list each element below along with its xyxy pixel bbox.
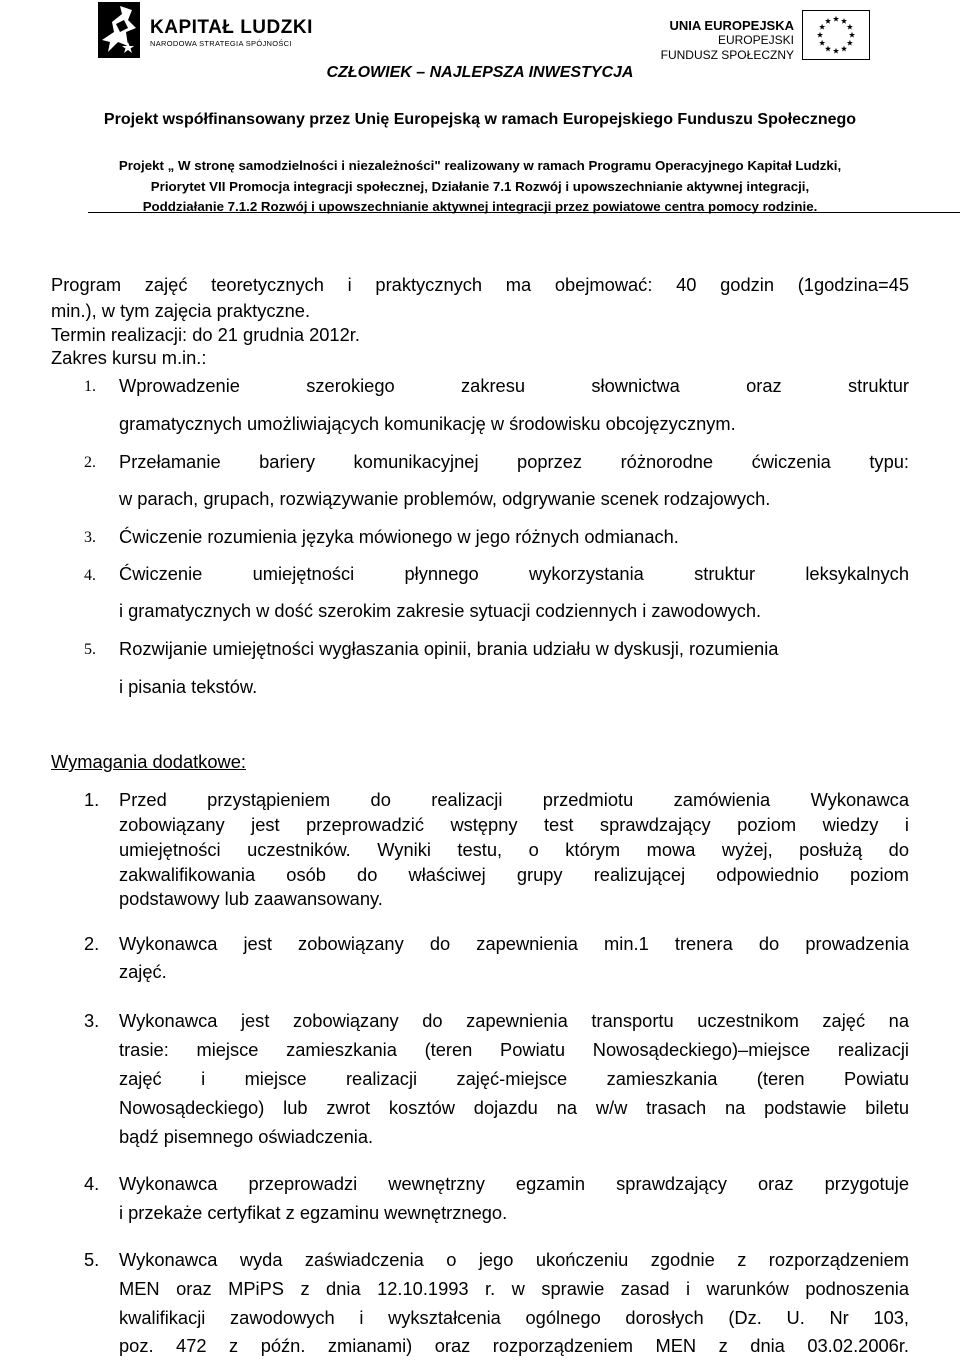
- requirement-number: 1.: [84, 789, 100, 810]
- requirement-line: zobowiązany jest przeprowadzić wstępny test sprawdzający poziom wiedzy i: [119, 814, 909, 835]
- requirement-line: zakwalifikowania osób do właściwej grupy realizującej odpowiednio poziom: [119, 864, 909, 885]
- requirement-line: Wykonawca jest zobowiązany do zapewnienia transportu uczestnikom zajęć na: [119, 1010, 909, 1031]
- eu-flag-icon: [802, 10, 870, 60]
- requirement-line: Przed przystąpieniem do realizacji przedmiotu zamówienia Wykonawca: [119, 789, 909, 810]
- scope-item-number: 3.: [84, 529, 96, 546]
- kapital-ludzki-logo: [98, 2, 313, 58]
- requirement-line: Wykonawca jest zobowiązany do zapewnienia min.1 trenera do prowadzenia: [119, 933, 909, 954]
- kapital-ludzki-title: KAPITAŁ LUDZKI: [150, 17, 313, 38]
- intro-line: Termin realizacji: do 21 grudnia 2012r.: [51, 324, 360, 345]
- requirement-line: Wykonawca przeprowadzi wewnętrzny egzamin sprawdzający oraz przygotuje: [119, 1173, 909, 1194]
- eu-logo-text: [661, 18, 794, 63]
- scope-item-line: Wprowadzenie szerokiego zakresu słownictwa oraz struktur: [119, 375, 909, 396]
- eu-logo-line1: UNIA EUROPEJSKA: [669, 18, 794, 33]
- requirement-line: poz. 472 z późn. zmianami) oraz rozporządzeniem MEN z dnia 03.02.2006r.: [119, 1335, 909, 1356]
- kapital-ludzki-subtitle: NARODOWA STRATEGIA SPÓJNOŚCI: [150, 39, 292, 48]
- requirements-heading: Wymagania dodatkowe:: [51, 751, 246, 772]
- scope-item-line: Ćwiczenie rozumienia języka mówionego w jego różnych odmianach.: [119, 526, 679, 547]
- scope-item-number: 1.: [84, 378, 96, 395]
- scope-item-line: i gramatycznych w dość szerokim zakresie sytuacji codziennych i zawodowych.: [119, 600, 762, 621]
- requirement-line: trasie: miejsce zamieszkania (teren Powiatu Nowosądeckiego)–miejsce realizacji: [119, 1039, 909, 1060]
- scope-item-line: w parach, grupach, rozwiązywanie problemów, odgrywanie scenek rodzajowych.: [119, 488, 771, 509]
- scope-item-line: gramatycznych umożliwiających komunikację w środowisku obcojęzycznym.: [119, 413, 736, 434]
- intro-line: Zakres kursu m.in.:: [51, 347, 207, 368]
- intro-line: min.), w tym zajęcia praktyczne.: [51, 300, 311, 321]
- eu-logo-line2: EUROPEJSKI: [717, 33, 794, 47]
- document-header: [0, 0, 960, 215]
- intro-line: Program zajęć teoretycznych i praktycznych ma obejmować: 40 godzin (1godzina=45: [51, 274, 909, 295]
- scope-item-number: 2.: [84, 454, 96, 471]
- requirement-number: 5.: [84, 1249, 100, 1270]
- scope-item-line: i pisania tekstów.: [119, 676, 258, 697]
- requirement-line: i przekaże certyfikat z egzaminu wewnętrznego.: [119, 1202, 508, 1223]
- requirement-line: bądź pisemnego oświadczenia.: [119, 1126, 374, 1147]
- header-divider: [88, 212, 960, 213]
- eu-logo: [660, 10, 870, 62]
- project-desc-line: Projekt „ W stronę samodzielności i niezależności" realizowany w ramach Programu Operacyjnego Kapitał Ludzki,: [118, 158, 842, 173]
- requirement-line: zajęć.: [119, 961, 167, 982]
- requirement-line: MEN oraz MPiPS z dnia 12.10.1993 r. w sprawie zasad i warunków podnoszenia: [119, 1278, 909, 1299]
- requirement-line: umiejętności uczestników. Wyniki testu, o którym mowa wyżej, posłużą do: [119, 839, 909, 860]
- requirement-number: 4.: [84, 1173, 100, 1194]
- project-desc-line: Poddziałanie 7.1.2 Rozwój i upowszechnianie aktywnej integracji przez powiatowe centra pomocy rodzinie.: [142, 199, 818, 214]
- project-title: Projekt współfinansowany przez Unię Europejską w ramach Europejskiego Funduszu Społecznego: [103, 111, 857, 128]
- project-description: [0, 156, 960, 218]
- scope-item-number: 4.: [84, 567, 96, 584]
- eu-logo-line3: FUNDUSZ SPOŁECZNY: [660, 48, 794, 62]
- requirement-line: podstawowy lub zaawansowany.: [119, 888, 383, 909]
- motto: CZŁOWIEK – NAJLEPSZA INWESTYCJA: [326, 64, 634, 81]
- requirement-number: 2.: [84, 933, 100, 954]
- scope-item-line: Ćwiczenie umiejętności płynnego wykorzystania struktur leksykalnych: [119, 563, 909, 584]
- project-desc-line: Priorytet VII Promocja integracji społecznej, Działanie 7.1 Rozwój i upowszechnianie aktywnej integracji,: [150, 178, 810, 194]
- requirement-number: 3.: [84, 1010, 100, 1031]
- requirement-line: kwalifikacji zawodowych i wykształcenia ogólnego dorosłych (Dz. U. Nr 103,: [119, 1307, 909, 1328]
- requirement-line: zajęć i miejsce realizacji zajęć-miejsce zamieszkania (teren Powiatu: [119, 1068, 909, 1089]
- kapital-ludzki-emblem-icon: [98, 2, 140, 58]
- scope-item-number: 5.: [84, 641, 96, 658]
- scope-item-line: Przełamanie bariery komunikacyjnej poprzez różnorodne ćwiczenia typu:: [119, 451, 909, 472]
- scope-item-line: Rozwijanie umiejętności wygłaszania opinii, brania udziału w dyskusji, rozumienia: [119, 638, 779, 659]
- requirement-line: Nowosądeckiego) lub zwrot kosztów dojazdu na w/w trasach na podstawie biletu: [119, 1097, 909, 1118]
- requirement-line: Wykonawca wyda zaświadczenia o jego ukończeniu zgodnie z rozporządzeniem: [119, 1249, 909, 1270]
